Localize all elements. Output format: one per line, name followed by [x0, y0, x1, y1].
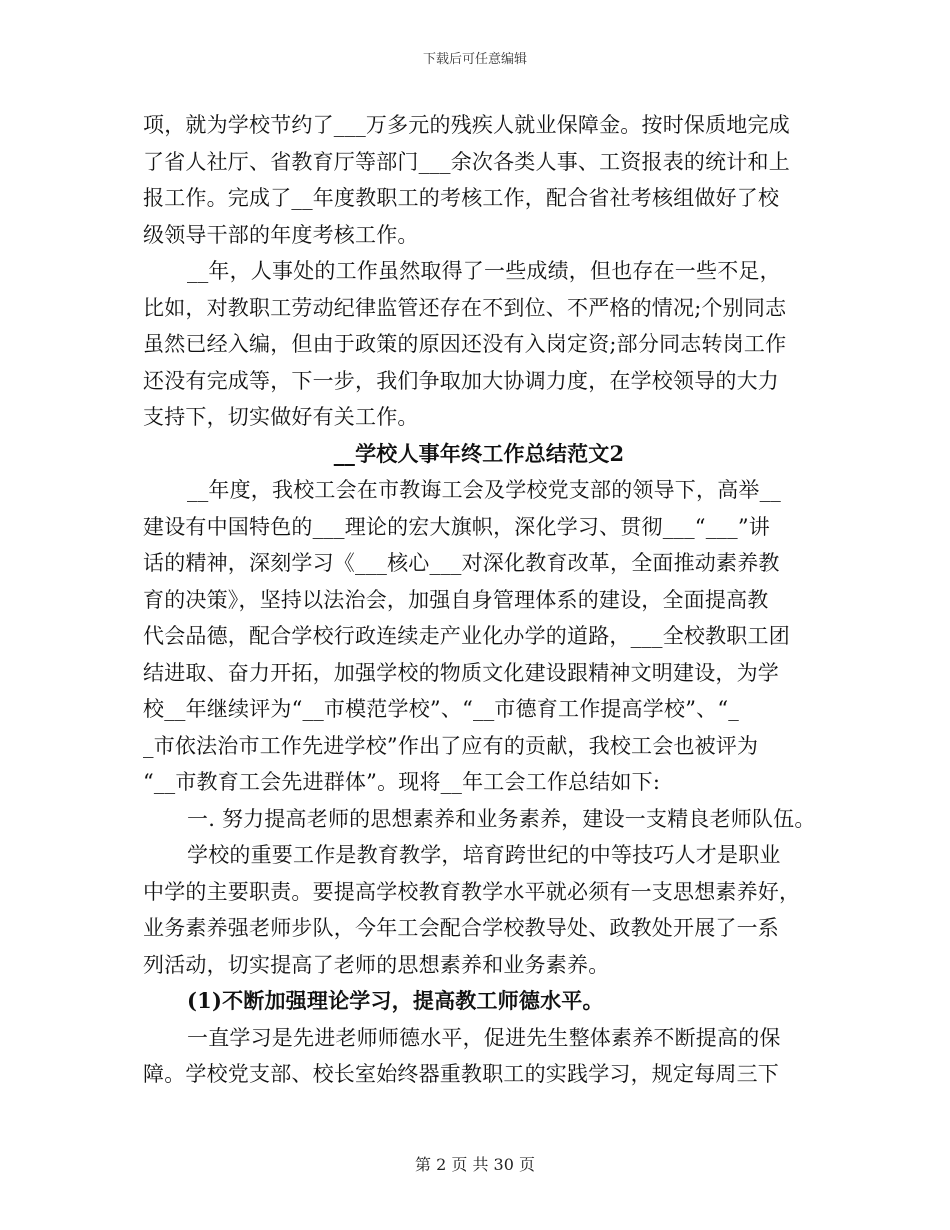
paragraph-start-line: 一直学习是先进老师师德水平，促进先生整体素养不断提高的保: [187, 1025, 781, 1050]
page-number-footer: 第 2 页 共 30 页: [415, 1155, 535, 1174]
body-line: 比如，对教职工劳动纪律监管还存在不到位、不严格的情况;个别同志: [143, 295, 787, 320]
body-line: 障。学校党支部、校长室始终器重教职工的实践学习，规定每周三下: [143, 1062, 779, 1086]
body-line: 建设有中国特色的___理论的宏大旗帜，深化学习、贯彻___“___”讲: [143, 514, 770, 539]
numbered-heading: 一. 努力提高老师的思想素养和业务素养，建设一支精良老师队伍。: [187, 806, 816, 831]
body-line: 项，就为学校节约了___万多元的残疾人就业保障金。按时保质地完成: [143, 113, 790, 137]
paragraph-start-line: __年度，我校工会在市教诲工会及学校党支部的领导下，高举__: [187, 478, 781, 502]
body-line: 还没有完成等，下一步，我们争取加大协调力度，在学校领导的大力: [143, 368, 779, 393]
page-header: 下载后可任意编辑: [422, 52, 527, 67]
paragraph-start-line: 学校的重要工作是教育教学，培育跨世纪的中等技巧人才是职业: [187, 843, 781, 867]
body-line: 话的精神，深刻学习《___核心___对深化教育改革，全面推动素养教: [143, 551, 780, 575]
body-line: 级领导干部的年度考核工作。: [143, 222, 419, 247]
body-line: 支持下，切实做好有关工作。: [143, 405, 419, 429]
body-line: 业务素养强老师步队，今年工会配合学校教导处、政教处开展了一系: [143, 916, 779, 940]
body-line: 代会品德，配合学校行政连续走产业化办学的道路，___全校教职工团: [143, 624, 790, 648]
body-line: 报工作。完成了__年度教职工的考核工作，配合省社考核组做好了校: [143, 186, 780, 210]
body-line: 列活动，切实提高了老师的思想素养和业务素养。: [143, 952, 610, 977]
body-line: “__市教育工会先进群体”。现将__年工会工作总结如下:: [143, 770, 661, 794]
section-title: __学校人事年终工作总结范文2: [333, 440, 625, 466]
body-line: 中学的主要职责。要提高学校教育教学水平就必须有一支思想素养好，: [143, 879, 801, 904]
body-line: 育的决策》，坚持以法治会，加强自身管理体系的建设，全面提高教: [143, 587, 769, 612]
subheading: (1)不断加强理论学习，提高教工师德水平。: [187, 988, 604, 1013]
body-line: 了省人社厅、省教育厅等部门___余次各类人事、工资报表的统计和上: [143, 149, 790, 174]
paragraph-start-line: __年，人事处的工作虽然取得了一些成绩，但也存在一些不足，: [187, 259, 781, 283]
body-line: _市依法治市工作先进学校”作出了应有的贡献，我校工会也被评为: [143, 733, 759, 758]
body-line: 虽然已经入编，但由于政策的原因还没有入岗定资;部分同志转岗工作: [143, 332, 787, 356]
body-line: 结进取、奋力开拓，加强学校的物质文化建设跟精神文明建设，为学: [143, 660, 779, 685]
body-line: 校__年继续评为“__市模范学校”、“__市德育工作提高学校”、“_: [143, 697, 739, 721]
document-body: [143, 107, 815, 1093]
